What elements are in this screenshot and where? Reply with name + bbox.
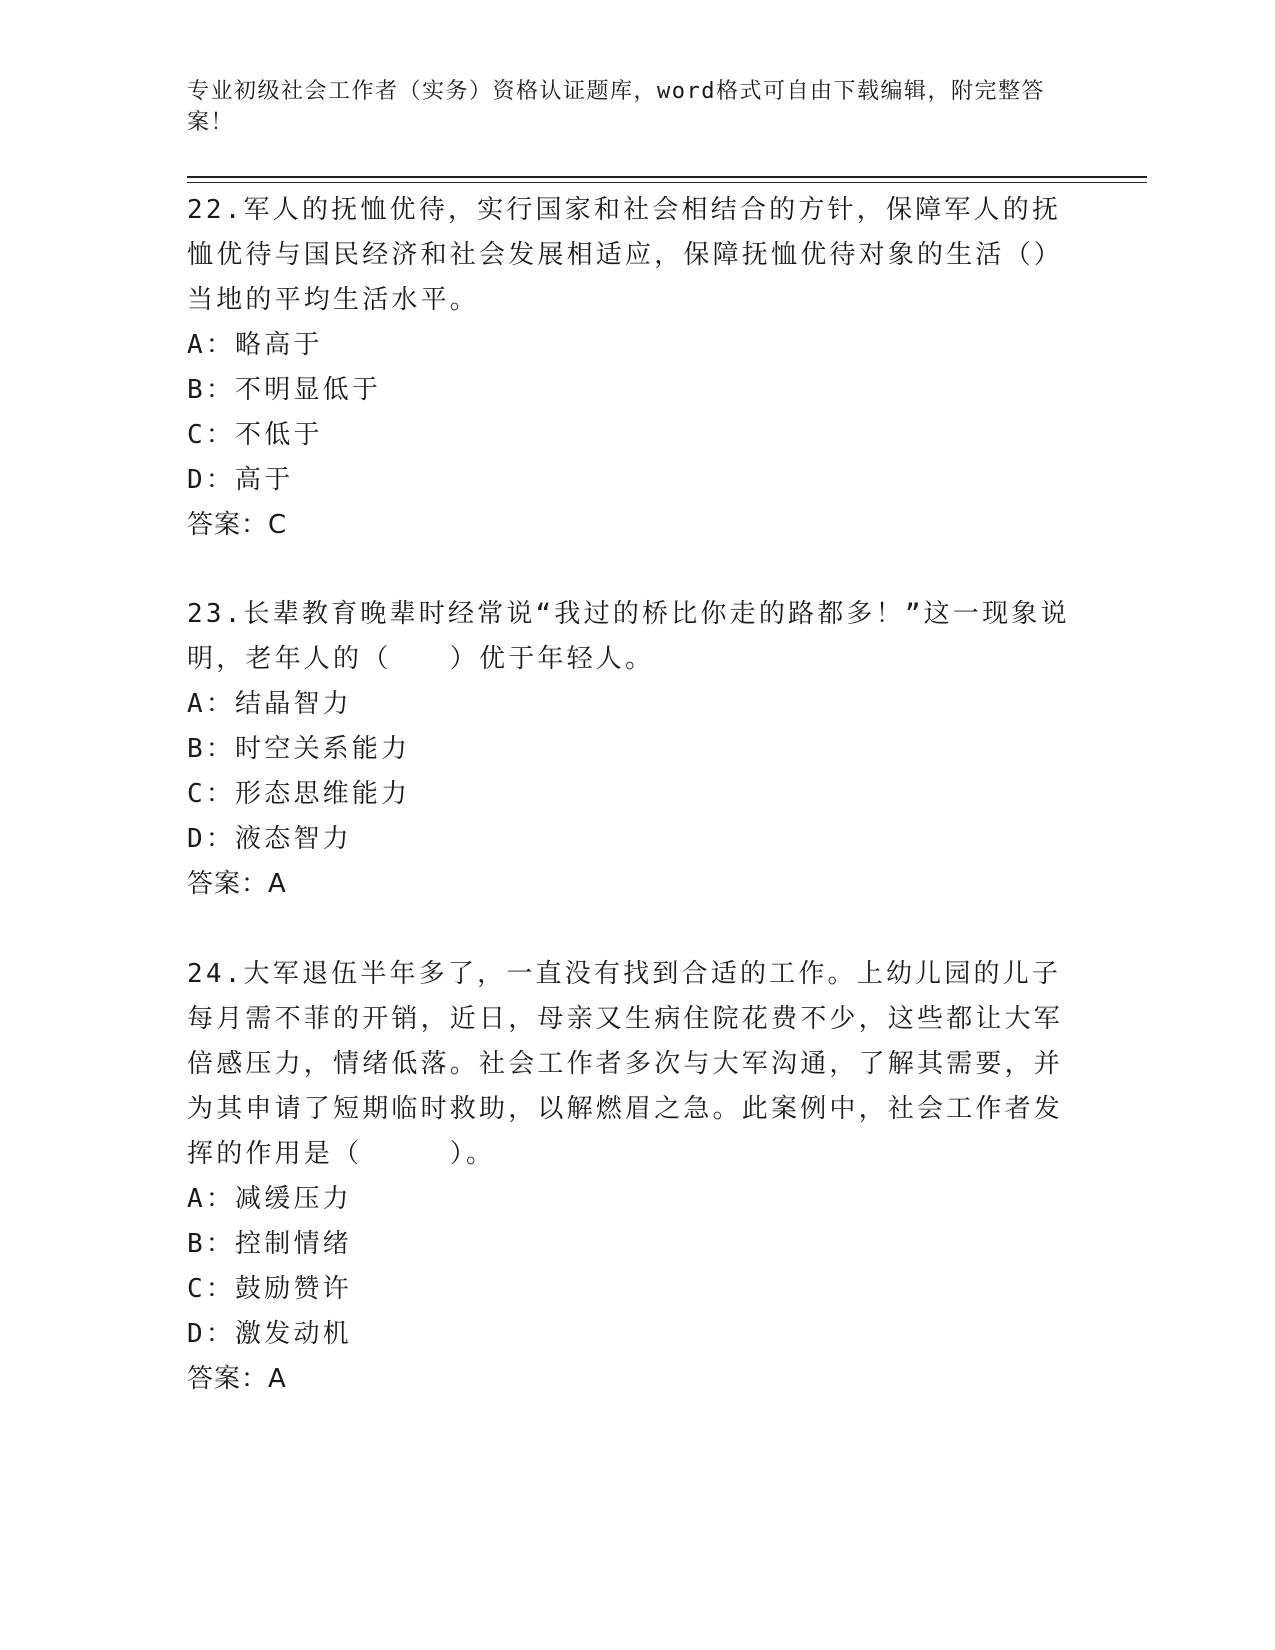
answer-line: 答案：A [187, 1364, 287, 1394]
document-page [187, 0, 1147, 1650]
question-22 [187, 188, 1087, 548]
header-divider-thick [187, 176, 1147, 178]
option-c: C：形态思维能力 [187, 779, 411, 809]
option-b: B：控制情绪 [187, 1229, 352, 1259]
option-d: D：液态智力 [187, 824, 352, 854]
answer-line: 答案：C [187, 510, 288, 540]
option-b: B：时空关系能力 [187, 734, 411, 764]
header-divider-thin [187, 182, 1147, 183]
option-d: D：激发动机 [187, 1319, 352, 1349]
option-a: A：结晶智力 [187, 689, 352, 719]
option-c: C：鼓励赞许 [187, 1274, 352, 1304]
question-stem: 24.大军退伍半年多了，一直没有找到合适的工作。上幼儿园的儿子每月需不菲的开销，近日，母亲又生病住院花费不少，这些都让大军倍感压力，情绪低落。社会工作者多次与大军沟通，了解其需要，并为其申请了短期临时救助，以解燃眉之急。此案例中，社会工作者发挥的作用是（ ）。 [187, 959, 1064, 1169]
option-d: D：高于 [187, 465, 294, 495]
page-header: 专业初级社会工作者（实务）资格认证题库，word格式可自由下载编辑，附完整答案！ [187, 79, 1045, 135]
option-c: C：不低于 [187, 420, 323, 450]
question-24 [187, 952, 1087, 1402]
option-a: A：略高于 [187, 330, 323, 360]
question-23 [187, 592, 1087, 907]
answer-line: 答案：A [187, 869, 287, 899]
question-stem: 23.长辈教育晚辈时经常说“我过的桥比你走的路都多！”这一现象说明，老年人的（ ）优于年轻人。 [187, 599, 1070, 674]
option-b: B：不明显低于 [187, 375, 382, 405]
option-a: A：减缓压力 [187, 1184, 352, 1214]
question-stem: 22.军人的抚恤优待，实行国家和社会相结合的方针，保障军人的抚恤优待与国民经济和社会发展相适应，保障抚恤优待对象的生活（）当地的平均生活水平。 [187, 195, 1064, 315]
